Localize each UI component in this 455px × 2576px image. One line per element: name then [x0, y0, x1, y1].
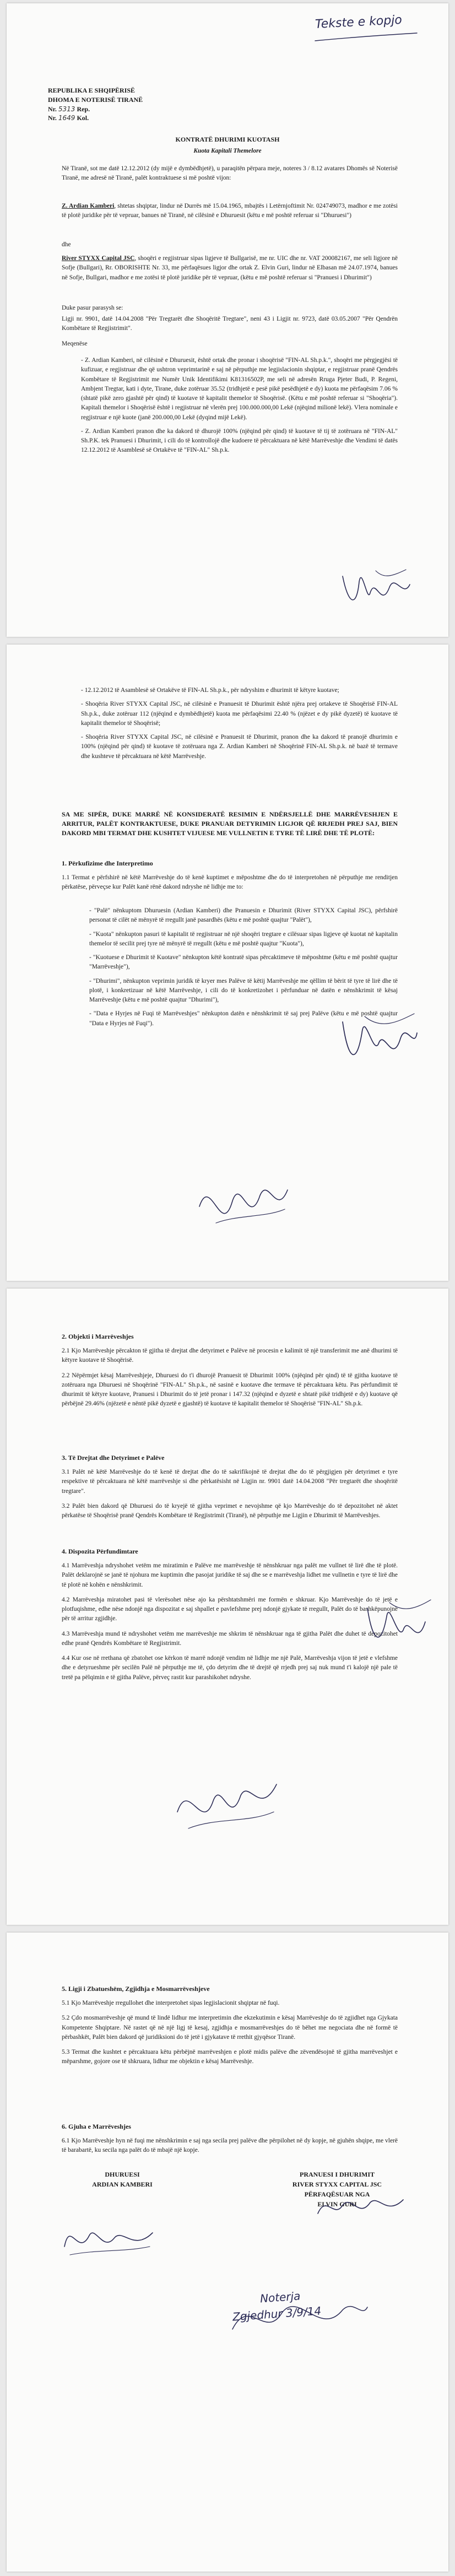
recital-bullet: - Z. Ardian Kamberi, në cilësinë e Dhuruesit, është ortak dhe pronar i shoqërisë "FIN-AL Sh.p.k.", shoqëri me përgjegjësi të kufizuar, e regjistruar dhe që ushtron veprimtarinë e saj në përputhje me legjislacionin shqiptar, e regjistruar pranë Qendrës Kombëtare të Regjistrimit me Numër Unik Identifikimi K81316502P, me seli në adresën Rruga Pjeter Budi, P. Regeni, Ambjent Tregtar, kati i dyte, Tirane, duke zotëruar 35.52 (tridhjetë e pesë pikë pesëdhjetë e dy) kuota me përfaqësim 7.06 % (shtatë pikë zero gjashtë për qind) të kuotave të kapitalit themelor të Shoqërisë. (Këtu e më poshtë referuar si "Shoqëria"). Kapitali themelor i Shoqërisë është i regjistruar në vlerën prej 100.000.000,00 Lekë (njëqind milionë lekë). Vlera nominale e regjistruar e një kuote (janë 200.000,00 Lekë (dyqind mijë Lekë).	[81, 356, 398, 423]
header-kol-number: Nr. 1649 Kol.	[48, 114, 89, 122]
clause-5-2: 5.2 Çdo mosmarrëveshje që mund të lindë lidhur me interpretimin dhe ekzekutimin e kësaj Marrëveshje do të zgjidhet nga Gjykata Kompetente Shqiptare. Në rastet që në një ligj të kesaj, zgjidhja e mosmarrëveshjes do të bëhet me negociata dhe në formë të përbashkët, Palët bien dakord që juridiksioni do të jetë i gjykatave të rrethit gjyqësor Tiranë.	[62, 2015, 398, 2041]
section-4-clauses	[62, 1561, 398, 1682]
recital-law: Ligji nr. 9901, datë 14.04.2008 "Për Tregtarët dhe Shoqëritë Tregtare", neni 43 i Ligjit nr. 9723, datë 03.05.2007 "Për Qendrën Kombëtare të Regjistrimit".	[62, 316, 398, 332]
clause-5-1: 5.1 Kjo Marrëveshje rregullohet dhe interpretohet sipas legjislacionit shqiptar në fuqi.	[62, 2000, 280, 2006]
contract-title: KONTRATË DHURIMI KUOTASH	[175, 136, 280, 143]
recital-bullet: - Z. Ardian Kamberi pranon dhe ka dakord të dhurojë 100% (njëqind për qind) të kuotave të tij të zotëruara në "FIN-AL" Sh.P.K. tek Pranuesi i Dhurimit, i cili do të kontrollojë dhe kudoere të përcaktuara në këtë Marrëveshje dhe Vendimi të datës 12.12.2012 të Asamblesë së Ortakëve të "FIN-AL" Sh.p.k.	[81, 427, 398, 456]
notary-handwritten-label: Noterja	[259, 2289, 301, 2306]
donor-signature-block	[62, 2169, 183, 2189]
recital-label: Duke pasur parasysh se:	[62, 305, 123, 311]
header-republic: REPUBLIKA E SHQIPËRISË	[48, 86, 136, 94]
recital-bullets-2	[81, 686, 398, 766]
section-5-title: 5. Ligji i Zbatueshëm, Zgjidhja e Mosmarrëveshjeve	[62, 1985, 210, 1993]
header-chamber: DHOMA E NOTERISË TIRANË	[48, 95, 143, 104]
clause-4-2: 4.2 Marrëveshja miratohet pasi të vlerësohet nëse ajo ka përshtatshmëri me formën e shkruar. Kjo Marrëveshje do të jetë e plotfuqishme, edhe nëse ndonjë nga dispozitat e saj shpallet e pavlefshme prej ndonjë gjykate të rregullt, Palët do të bashkëpunojnë për të arritur zgjidhje.	[62, 1596, 398, 1622]
recital-bullets-1	[81, 356, 398, 460]
party-b-paragraph: River STYXX Capital JSC, shoqëri e regjistruar sipas ligjeve të Bullgarisë, me nr. UIC dhe nr. VAT 200082167, me seli ligjore në Sofje (Bullgari), Rr. OBORISHTE Nr. 33, me përfaqësues ligjor dhe ortak Z. Elvin Guri, lindur në Elbasan më 24.07.1974, banues në Sofje, Bullgari, madhor e me zotësi të plotë juridike për të vepruar, (këtu e më poshtë referuar si "Pranuesi i Dhurimit")	[62, 255, 398, 281]
meanwhile-label: Meqenëse	[62, 340, 88, 347]
section-6-title: 6. Gjuha e Marrëveshjes	[62, 2123, 131, 2130]
recipient-rep-name: ELVIN GURI	[317, 2200, 357, 2208]
recital-bullet: - 12.12.2012 të Asamblesë së Ortakëve të FIN-AL Sh.p.k., për ndryshim e dhurimit të këtyre kuotave;	[81, 686, 398, 695]
donor-name: ARDIAN KAMBERI	[92, 2180, 153, 2188]
signature-recipient	[315, 2191, 409, 2225]
clause-4-3: 4.3 Marrëveshja mund të ndryshohet vetëm me marrëveshje me shkrim të nënshkruar nga të gjitha Palët dhe duhet të depozitohet edhe pranë Qendrës Kombëtare të Regjistrimit.	[62, 1630, 398, 1647]
contract-subtitle: Kuota Kapitali Themelore	[193, 148, 262, 154]
definition-item: - "Palë" nënkuptom Dhuruesin (Ardian Kamberi) dhe Pranuesin e Dhurimit (River STYXX Capital JSC), përfshirë personat të cilët në mënyrë të rregullt janë pasardhës (këtu e më poshtë quajtur "Palët"),	[89, 906, 398, 926]
clause-2-1: 2.1 Kjo Marrëveshje përcakton të gjitha të drejtat dhe detyrimet e Palëve në procesin e kalimit të një transferimit me anë dhurimi të këtyre kuotave të Shoqërisë.	[62, 1347, 398, 1364]
definition-item: - "Kuota" nënkupton pasuri të kapitalit të regjistruar në një shoqëri tregtare e cilësuar sipas ligjeve që kuotat në kapitalin themelor të secilit prej tyre në mënyrë të rregullt (këtu e më poshtë quajtur "Kuota"),	[89, 930, 398, 949]
notary-handwritten-date: Zgjedhur 3/9/14	[232, 2304, 322, 2324]
donor-title: DHURUESI	[105, 2171, 140, 2178]
signature-page2-right	[332, 1000, 420, 1083]
clause-3-1: 3.1 Palët në këtë Marrëveshje do të kenë të drejtat dhe do të sakrifikojnë të drejtat dhe do të përgjigjen për detyrimet e tyre respektive të përcaktuara në këtë marrëveshje si dhe përkatësisht në Ligjin nr. 9901 datë 14.04.2008 "Për tregtarët dhe shoqëritë tregtare".	[62, 1469, 398, 1495]
and-text-1: dhe	[62, 241, 71, 248]
recipient-title: PRANUESI I DHURIMIT	[299, 2171, 375, 2178]
clause-2-2: 2.2 Nëpërmjet kësaj Marrëveshjeje, Dhuruesi do t'i dhurojë Pranuesit të Dhurimit 100% (njëqind për qind) të të gjitha kuotave të zotëruara nga Dhuruesi në Shoqërinë "FIN-AL" Sh.p.k., në sasinë e kuotave dhe termave të përcaktuara këtu. Pas përfundimit të dhurimit të këtyre kuotave, Pranuesi i Dhurimit do të jetë pronar i 147.32 (njëqind e dyzetë e shtatë pikë tridhjetë e dy) kuotave që përbëjnë 29.46% (njëzetë e nëntë pikë dyzetë e gjashtë) të kuotave të kapitalit themelor të Shoqërisë "FIN-AL" Sh.p.k.	[62, 1372, 398, 1408]
signature-donor	[59, 2214, 158, 2263]
definition-item: - "Data e Hyrjes në Fuqi të Marrëveshjes" nënkupton datën e nënshkrimit të saj prej Palëve (këtu e më poshtë quajtur "Data e Hyrjes në Fuqi").	[89, 1009, 398, 1029]
notary-signature	[227, 2285, 370, 2346]
document-page-1	[7, 3, 448, 637]
document-page-3	[7, 1289, 448, 1925]
recipient-name: RIVER STYXX CAPITAL JSC	[292, 2180, 382, 2188]
signature-page3-right	[359, 1589, 436, 1655]
clause-5-3: 5.3 Termat dhe kushtet e përcaktuara këtu përbëjnë marrëveshjen e plotë midis palëve dhe zëvendësojnë të gjitha marrëveshjet e mëparshme, gojore ose të shkruara, lidhur me objektin e kësaj Marrëveshje.	[62, 2049, 398, 2065]
signature-page3-center	[172, 1762, 282, 1839]
section-1-title: 1. Përkufizime dhe Interpretimo	[62, 859, 153, 867]
header-rep-number: Nr. 5313 Rep.	[48, 105, 90, 113]
recipient-rep-label: PËRFAQËSUAR NGA	[304, 2190, 370, 2198]
section-3-clauses	[62, 1468, 398, 1520]
clause-4-1: 4.1 Marrëveshja ndryshohet vetëm me miratimin e Palëve me marrëveshje të nënshkruar nga palët me vullnet të lirë dhe të plotë. Palët deklarojnë se janë të njohura me kuptimin dhe pasojat juridike të saj dhe se e marrëveshja lidhet me vullnetin e tyre të lirë dhe të plotë në kohën e nënshkrimit.	[62, 1562, 398, 1588]
party-a-paragraph: Z. Ardian Kamberi, shtetas shqiptar, lindur në Durrës më 15.04.1965, mbajtës i Letërnjoftimit Nr. 024749073, madhor e me zotësi të plotë juridike për të vepruar, banues në Tiranë, në cilësinë e Dhuruesit (këtu e më poshtë referuar si "Dhuruesi")	[62, 203, 398, 219]
intro-paragraph: Në Tiranë, sot me datë 12.12.2012 (dy mijë e dymbëdhjetë), u paraqitën përpara meje, noteres 3 / 8.12 avatares Dhomës së Noterisë Tiranë, me adresë në Tiranë, palët kontraktuese si më poshtë vijon:	[62, 165, 398, 182]
recital-bullet: - Shoqëria River STYXX Capital JSC, në cilësinë e Pranuesit të Dhurimit, pranon dhe ka dakord të pranojë dhurimin e 100% (njëqind për qind) të kuotave të zotëruara nga Z. Ardian Kamberi në Shoqërinë FIN-AL Sh.p.k. në bazë të termave dhe kushteve të përcaktuara në këtë Marrëveshje.	[81, 733, 398, 761]
clause-4-4: 4.4 Kur ose në rrethana që zbatohet ose kërkon të marrë ndonjë vendim në lidhje me një Palë, Marrëveshja vijon të jetë e vlefshme dhe e detyrueshme për secilën Palë në përputhje me të, çdo detyrim dhe të drejtë që rrjedh prej saj nuk mund t'i kalojë një pale të tretë pa pëlqimin e të gjitha Palëve, përveç rastit kur parashikohet ndryshe.	[62, 1655, 398, 1681]
clause-1-1: 1.1 Termat e përfshirë në këtë Marrëveshje do të kenë kuptimet e mëposhtme dhe do të interpretohen në përputhje me renditjen përkatëse, përveçse kur Palët kanë rënë dakord ndryshe në lidhje me to:	[62, 874, 398, 891]
definition-item: - "Dhurimi", nënkupton veprimin juridik të kryer mes Palëve të këtij Marrëveshje me qëllim të bërit të tyre të lirë dhe të plotë, i konkretizuar në këtë Marrëveshje, i cili do të konkretizohet i përfunduar në datën e nënshkrimit të kësaj Marrëveshje (këtu e më poshtë quajtur "Dhurimi"),	[89, 977, 398, 1005]
recital-bullet: - Shoqëria River STYXX Capital JSC, në cilësinë e Pranuesit të Dhurimit është njëra prej ortakeve të Shoqërisë FIN-AL Sh.p.k., duke zotëruar 112 (njëqind e dymbëdhjetë) kuota me përfaqësimi 22.40 % (njëzet e dy pikë dyzetë) të kuotave të kapitalit themelor të Shoqërisë;	[81, 700, 398, 728]
document-header	[48, 86, 143, 123]
section-5-clauses	[62, 1999, 398, 2067]
document-page-4	[7, 1933, 448, 2572]
document-page-2	[7, 645, 448, 1281]
section-6-clauses	[62, 2136, 398, 2156]
agreement-preamble: SA ME SIPËR, DUKE MARRË NË KONSIDERATË RESIMIN E NDËRSJELLË DHE MARRËVESHJEN E ARRITUR, PALËT KONTRAKTUESE, DUKE PRANUAR DETYRIMIN LIGJOR QË RRJEDH PREJ SAJ, BIEN DAKORD MBI TERMAT DHE KUSHTET VIJUESE ME VULLNETIN E TYRE TË LIRË DHE TË PLOTË:	[62, 810, 398, 837]
handwritten-copy-note: Tekste e kopjo	[315, 13, 403, 32]
signature-page2-center	[194, 1162, 293, 1245]
clause-6-1: 6.1 Kjo Marrëveshje hyn në fuqi me nënshkrimin e saj nga secila prej palëve dhe përpilohet në dy kopje, në gjuhën shqipe, me vlerë të barabartë, ku secila nga palët do të mbajë një kopje.	[62, 2137, 398, 2154]
handwritten-underline	[312, 13, 422, 46]
section-3-title: 3. Të Drejtat dhe Detyrimet e Palëve	[62, 1454, 165, 1462]
signature-initials-page1	[337, 560, 414, 620]
definition-item: - "Kuotuese e Dhurimit të Kuotave" nënkupton këtë kontratë sipas përcaktimeve të mëposhtme (këtu e më poshtë quajtur "Marrëveshje"),	[89, 953, 398, 972]
section-2-title: 2. Objekti i Marrëveshjes	[62, 1333, 134, 1340]
section-4-title: 4. Dispozita Përfundimtare	[62, 1547, 138, 1555]
clause-3-2: 3.2 Palët bien dakord që Dhuruesi do të kryejë të gjitha veprimet e nevojshme që kjo Marrëveshje do të depozitohet në aktet përkatëse të Shoqërisë pranë Qendrës Kombëtare të Regjistrimit (Tiranë), në përputhje me Ligjin e Dhurimit të Marrëveshjes.	[62, 1502, 398, 1519]
section-2-clauses	[62, 1346, 398, 1409]
